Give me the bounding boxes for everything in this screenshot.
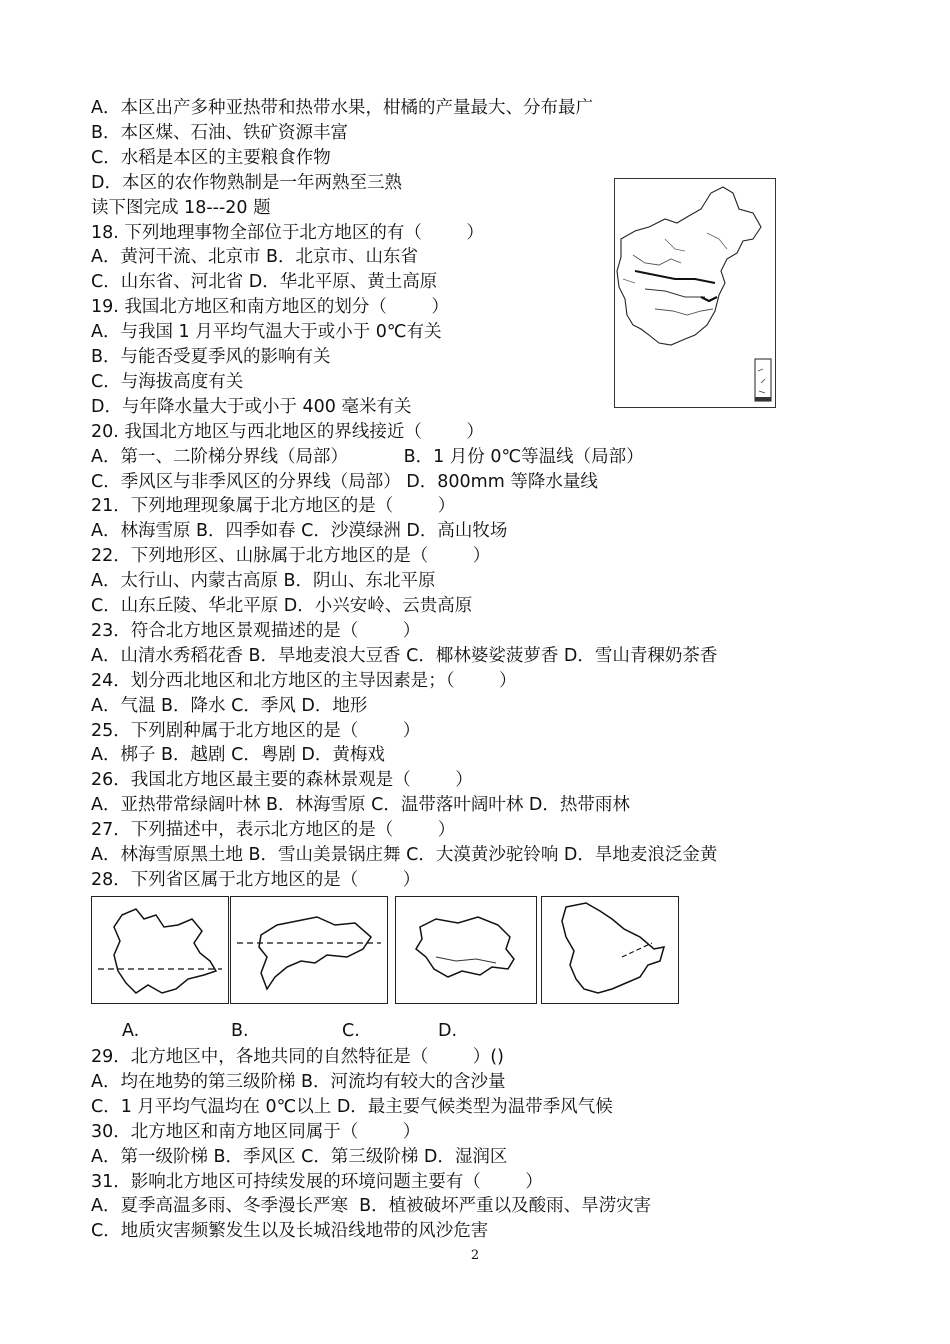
text-line: B．与能否受夏季风的影响有关 — [91, 347, 331, 367]
province-map-b — [230, 896, 388, 1004]
text-line: A．山清水秀稻花香 B．旱地麦浪大豆香 C．椰林婆娑菠萝香 D．雪山青稞奶茶香 — [91, 645, 718, 666]
page-number: 2 — [470, 1248, 480, 1263]
province-d-outline-icon — [542, 897, 678, 1003]
text-line: 20. 我国北方地区与西北地区的界线接近（ ） — [91, 421, 484, 442]
text-line: 23．符合北方地区景观描述的是（ ） — [91, 620, 421, 641]
text-line: C．季风区与非季风区的分界线（局部） D．800mm 等降水量线 — [91, 471, 598, 492]
text-line: A．与我国 1 月平均气温大于或小于 0℃有关 — [91, 322, 442, 343]
text-line: D．与年降水量大于或小于 400 毫米有关 — [91, 396, 412, 417]
province-a-outline-icon — [92, 897, 228, 1003]
text-line: A．第一级阶梯 B．季风区 C．第三级阶梯 D．湿润区 — [91, 1146, 508, 1167]
province-map-c — [395, 896, 537, 1004]
text-line: A．气温 B．降水 C．季风 D．地形 — [91, 695, 368, 716]
text-line: 读下图完成 18---20 题 — [91, 197, 271, 218]
text-line: 22．下列地形区、山脉属于北方地区的是（ ） — [91, 546, 491, 567]
text-line: A．太行山、内蒙古高原 B．阴山、东北平原 — [91, 571, 436, 592]
option-b-label: B. — [231, 1021, 249, 1041]
text-line: 25．下列剧种属于北方地区的是（ ） — [91, 720, 421, 741]
province-c-outline-icon — [396, 897, 536, 1003]
china-map-figure — [614, 178, 776, 408]
text-line: A．林海雪原 B．四季如春 C．沙漠绿洲 D．高山牧场 — [91, 521, 508, 542]
text-line: A．林海雪原黑土地 B．雪山美景锅庄舞 C．大漠黄沙驼铃响 D．旱地麦浪泛金黄 — [91, 845, 718, 865]
text-line: C．山东省、河北省 D．华北平原、黄土高原 — [91, 272, 438, 293]
text-line: 29．北方地区中，各地共同的自然特征是（ ）() — [91, 1047, 504, 1067]
option-c-label: C. — [342, 1021, 360, 1041]
text-line: A．均在地势的第三级阶梯 B．河流均有较大的含沙量 — [91, 1071, 506, 1092]
province-maps — [91, 896, 679, 1004]
text-line: 18. 下列地理事物全部位于北方地区的有（ ） — [91, 222, 484, 243]
province-map-d — [541, 896, 679, 1004]
text-line: A．第一、二阶梯分界线（局部） B．1 月份 0℃等温线（局部） — [91, 446, 644, 467]
option-d-label: D. — [438, 1021, 458, 1041]
text-line: C．地质灾害频繁发生以及长城沿线地带的风沙危害 — [91, 1221, 489, 1242]
province-map-a — [91, 896, 229, 1004]
china-map-icon — [615, 179, 775, 407]
text-line: 28．下列省区属于北方地区的是（ ） — [91, 869, 421, 890]
text-line: A．夏季高温多雨、冬季漫长严寒 B．植被破坏严重以及酸雨、旱涝灾害 — [91, 1196, 652, 1217]
text-line: D．本区的农作物熟制是一年两熟至三熟 — [91, 172, 402, 193]
text-line: B．本区煤、石油、铁矿资源丰富 — [91, 122, 349, 143]
text-line: A．梆子 B．越剧 C．粤剧 D．黄梅戏 — [91, 745, 385, 766]
text-line: 21．下列地理现象属于北方地区的是（ ） — [91, 496, 456, 517]
text-line: 19. 我国北方地区和南方地区的划分（ ） — [91, 297, 449, 318]
text-line: 31．影响北方地区可持续发展的环境问题主要有（ ） — [91, 1171, 543, 1192]
text-line: A．亚热带常绿阔叶林 B．林海雪原 C．温带落叶阔叶林 D．热带雨林 — [91, 795, 630, 816]
text-line: C．1 月平均气温均在 0℃以上 D．最主要气候类型为温带季风气候 — [91, 1096, 613, 1117]
option-a-label: A. — [122, 1021, 140, 1041]
text-line: C．水稻是本区的主要粮食作物 — [91, 147, 331, 168]
text-line: 27．下列描述中，表示北方地区的是（ ） — [91, 820, 456, 841]
province-options-row — [0, 1019, 950, 1045]
text-line: 30．北方地区和南方地区同属于（ ） — [91, 1121, 421, 1142]
province-b-outline-icon — [231, 897, 387, 1003]
text-line: 24．划分西北地区和北方地区的主导因素是；（ ） — [91, 670, 517, 691]
text-line: 26．我国北方地区最主要的森林景观是（ ） — [91, 770, 473, 791]
text-line: A．黄河干流、北京市 B．北京市、山东省 — [91, 247, 419, 268]
text-line: C．与海拔高度有关 — [91, 371, 244, 392]
text-line: C．山东丘陵、华北平原 D．小兴安岭、云贵高原 — [91, 596, 473, 616]
text-line: A．本区出产多种亚热带和热带水果，柑橘的产量最大、分布最广 — [91, 98, 593, 118]
